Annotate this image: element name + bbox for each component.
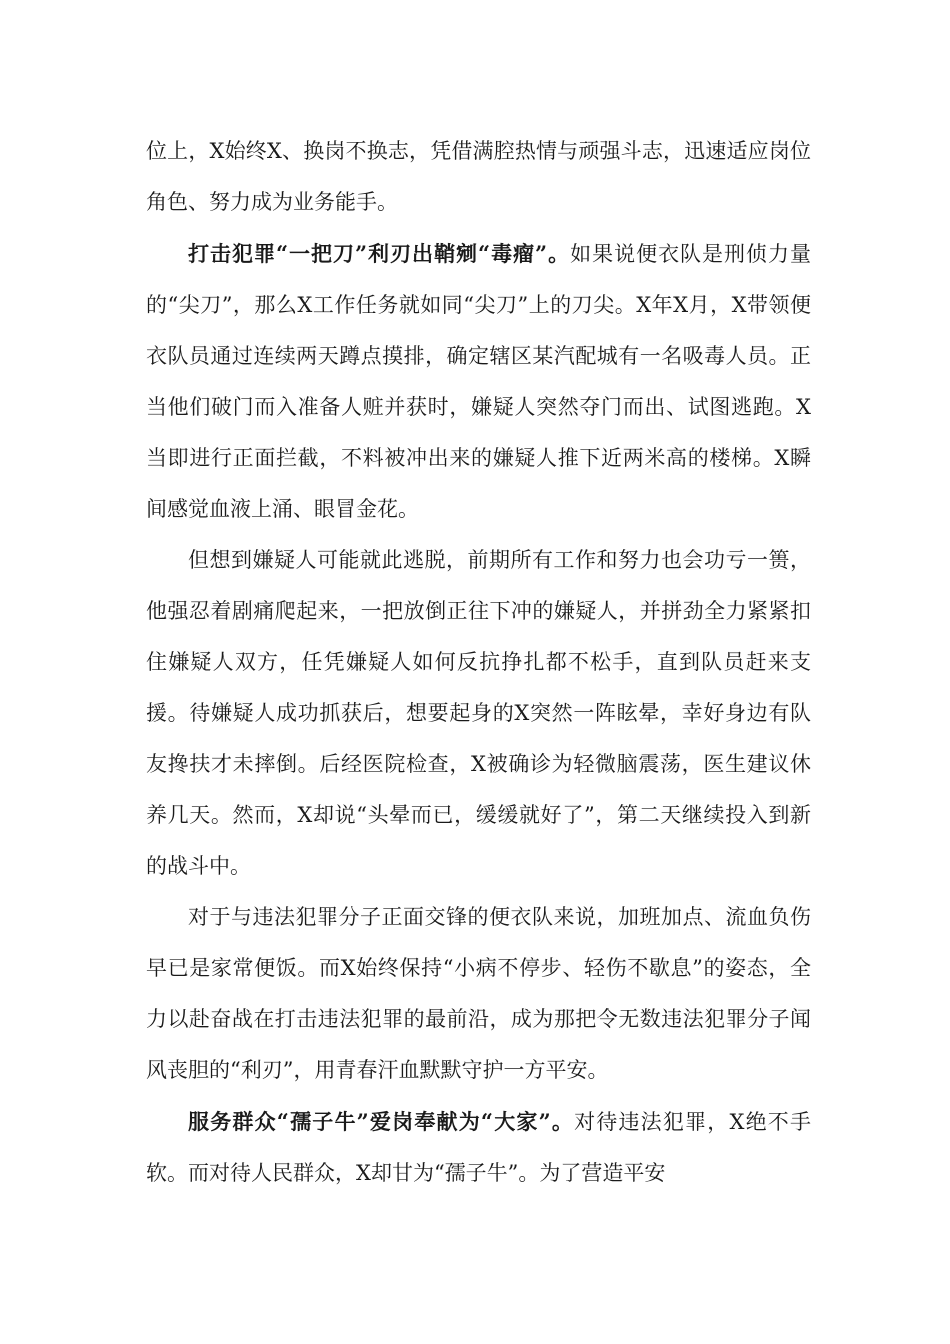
paragraph-serve-people xyxy=(146,1096,811,1199)
paragraph-pursuit xyxy=(146,535,811,892)
paragraph-heading: 服务群众“孺子牛”爱岗奉献为“大家”。 xyxy=(188,1109,575,1134)
paragraph-fight-crime xyxy=(146,228,811,535)
paragraph-text: 位上，X始终X、换岗不换志，凭借满腔热情与顽强斗志，迅速适应岗位角色、努力成为业务能手。 xyxy=(146,139,811,214)
document-body xyxy=(146,126,811,1199)
paragraph-heading: 打击犯罪“一把刀”利刃出鞘剜“毒瘤”。 xyxy=(188,241,571,266)
paragraph-text: 如果说便衣队是刑侦力量的“尖刀”，那么X工作任务就如同“尖刀”上的刀尖。X年X月，X带领便衣队员通过连续两天蹲点摸排，确定辖区某汽配城有一名吸毒人员。正当他们破门而入准备人赃并获时，嫌疑人突然夺门而出、试图逃跑。X当即进行正面拦截，不料被冲出来的嫌疑人推下近两米高的楼梯。X瞬间感觉血液上涌、眼冒金花。 xyxy=(146,242,811,521)
paragraph-text: 但想到嫌疑人可能就此逃脱，前期所有工作和努力也会功亏一篑，他强忍着剧痛爬起来，一把放倒正往下冲的嫌疑人，并拼劲全力紧紧扣住嫌疑人双方，任凭嫌疑人如何反抗挣扎都不松手，直到队员赶来支援。待嫌疑人成功抓获后，想要起身的X突然一阵眩晕，幸好身边有队友搀扶才未摔倒。后经医院检查，X被确诊为轻微脑震荡，医生建议休养几天。然而，X却说“头晕而已，缓缓就好了”，第二天继续投入到新的战斗中。 xyxy=(146,548,811,878)
paragraph-dedication xyxy=(146,892,811,1096)
paragraph-text: 对于与违法犯罪分子正面交锋的便衣队来说，加班加点、流血负伤早已是家常便饭。而X始终保持“小病不停步、轻伤不歇息”的姿态，全力以赴奋战在打击违法犯罪的最前沿，成为那把令无数违法犯罪分子闻风丧胆的“利刃”，用青春汗血默默守护一方平安。 xyxy=(146,905,811,1082)
paragraph-text: 对待违法犯罪，X绝不手软。而对待人民群众，X却甘为“孺子牛”。为了营造平安 xyxy=(146,1110,811,1185)
paragraph-continuation xyxy=(146,126,811,228)
